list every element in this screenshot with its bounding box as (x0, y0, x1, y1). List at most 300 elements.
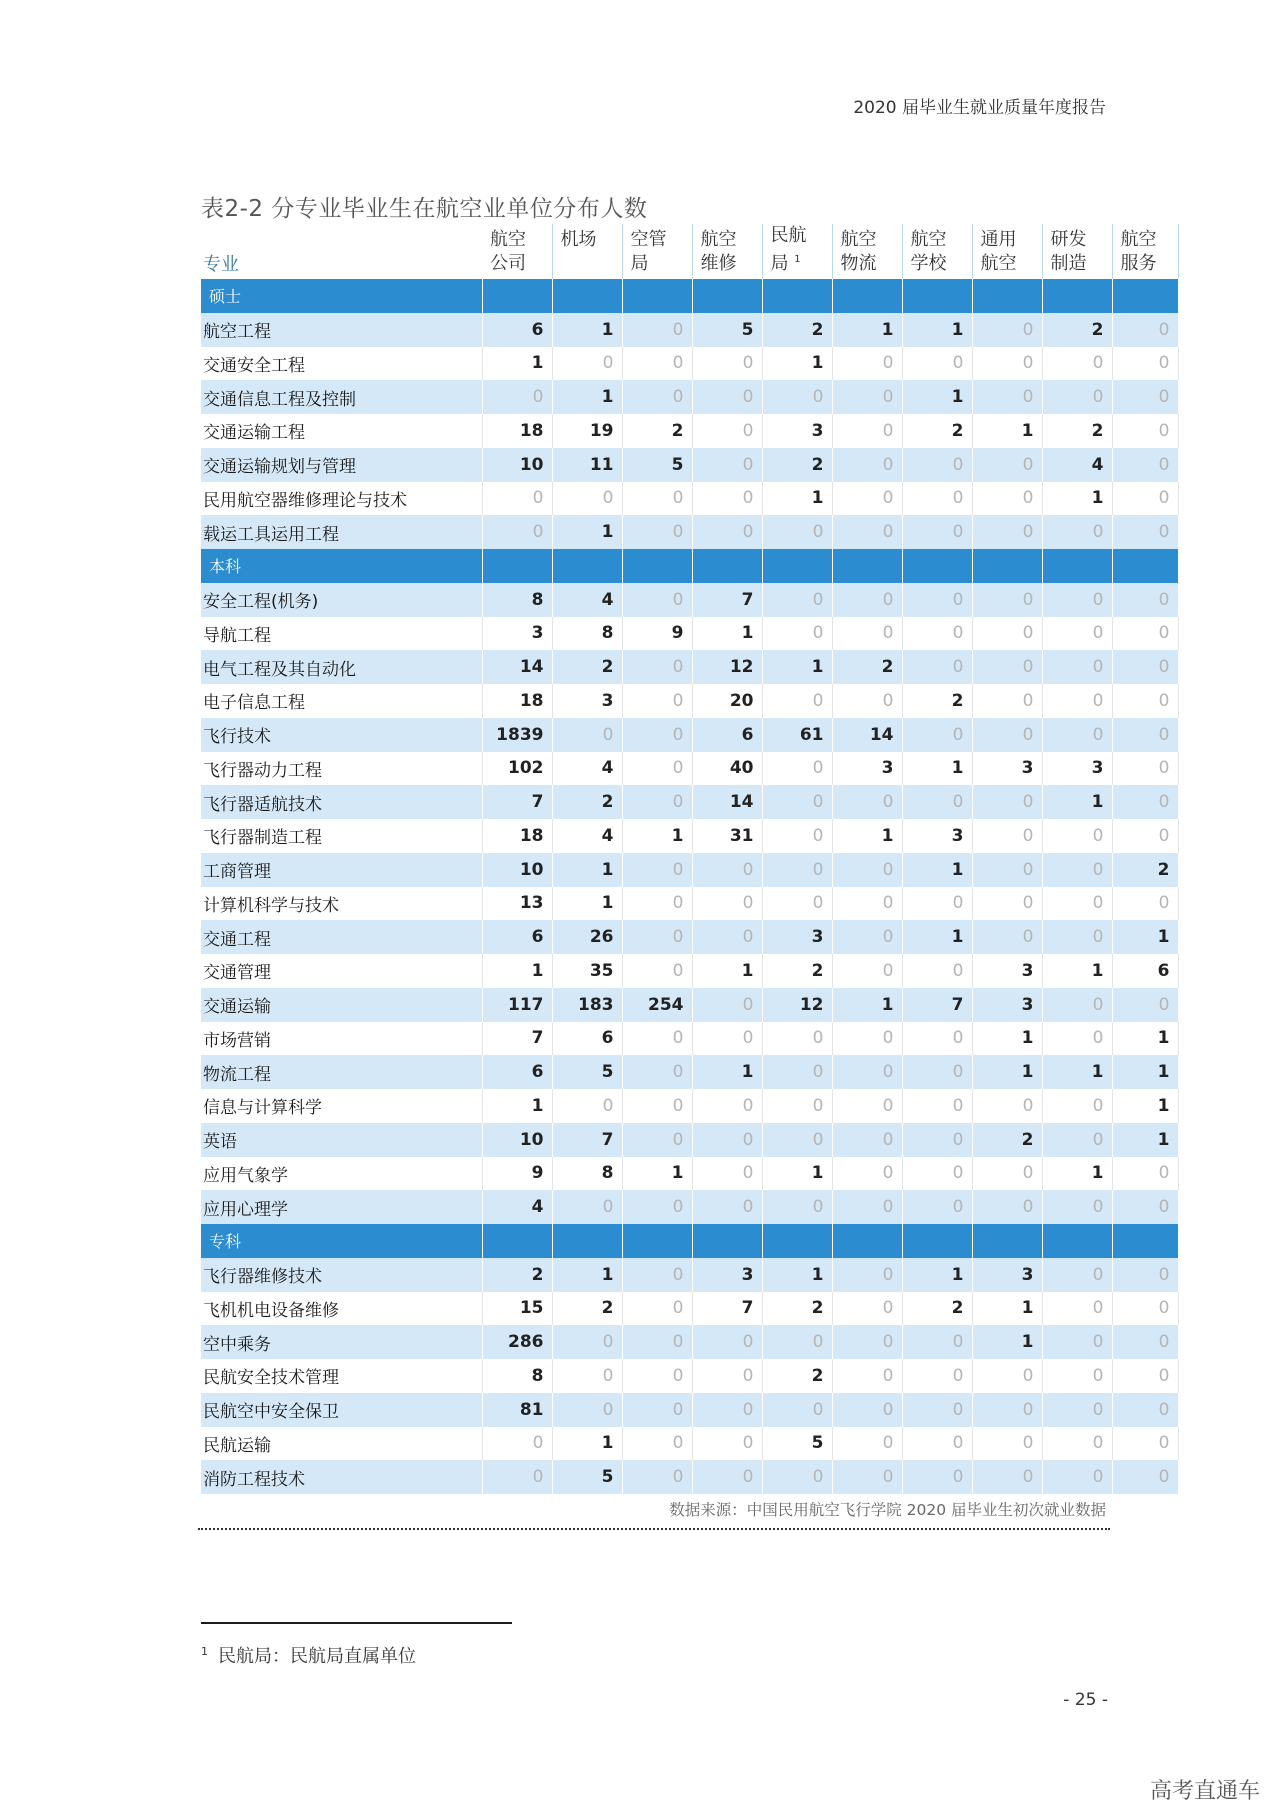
count-cell: 0 (1042, 887, 1112, 921)
count-cell: 31 (692, 819, 762, 853)
count-cell: 0 (902, 482, 972, 516)
count-cell: 3 (972, 954, 1042, 988)
count-cell: 0 (1112, 347, 1178, 381)
section-bar-cell (622, 279, 692, 313)
count-cell: 0 (1042, 1022, 1112, 1056)
count-cell: 2 (902, 684, 972, 718)
table-row (201, 1292, 1178, 1326)
count-cell: 1 (902, 752, 972, 786)
section-bar-cell (622, 549, 692, 583)
count-cell: 7 (692, 1292, 762, 1326)
column-header (552, 224, 622, 279)
column-header-line2-text: 物流 (840, 253, 877, 274)
column-header-line2 (631, 252, 684, 276)
count-cell: 9 (482, 1157, 552, 1191)
count-cell: 0 (762, 583, 832, 617)
count-cell: 3 (1042, 752, 1112, 786)
count-cell: 0 (692, 1393, 762, 1427)
count-cell: 1 (1042, 954, 1112, 988)
footnote-text: 民航局：民航局直属单位 (218, 1646, 416, 1667)
count-cell: 0 (902, 448, 972, 482)
count-cell: 0 (1112, 1157, 1178, 1191)
report-header-title: 2020 届毕业生就业质量年度报告 (853, 98, 1106, 118)
count-cell: 0 (902, 347, 972, 381)
count-cell: 2 (762, 954, 832, 988)
count-cell: 1 (482, 954, 552, 988)
major-name: 民航空中安全保卫 (201, 1393, 482, 1427)
count-cell: 102 (482, 752, 552, 786)
section-row (201, 549, 1178, 583)
count-cell: 254 (622, 988, 692, 1022)
major-name: 飞行器维修技术 (201, 1258, 482, 1292)
count-cell: 0 (832, 1157, 902, 1191)
table-row (201, 1157, 1178, 1191)
section-bar-cell (692, 549, 762, 583)
count-cell: 0 (972, 515, 1042, 549)
count-cell: 0 (482, 1427, 552, 1461)
column-header-line2-text: 学校 (910, 253, 947, 274)
count-cell: 0 (1112, 1359, 1178, 1393)
count-cell: 0 (1112, 1427, 1178, 1461)
count-cell: 7 (482, 1022, 552, 1056)
count-cell: 0 (1042, 988, 1112, 1022)
count-cell: 7 (552, 1123, 622, 1157)
count-cell: 1 (762, 482, 832, 516)
count-cell: 0 (972, 1427, 1042, 1461)
count-cell: 4 (552, 583, 622, 617)
table-row (201, 752, 1178, 786)
count-cell: 1 (902, 853, 972, 887)
count-cell: 0 (622, 1460, 692, 1494)
count-cell: 0 (972, 785, 1042, 819)
count-cell: 0 (1112, 650, 1178, 684)
count-cell: 0 (902, 515, 972, 549)
count-cell: 0 (762, 515, 832, 549)
count-cell: 0 (762, 1325, 832, 1359)
table-row (201, 1460, 1178, 1494)
count-cell: 0 (1112, 819, 1178, 853)
count-cell: 0 (832, 448, 902, 482)
count-cell: 0 (832, 1123, 902, 1157)
count-cell: 0 (832, 515, 902, 549)
count-cell: 0 (1042, 1325, 1112, 1359)
table-row (201, 988, 1178, 1022)
count-cell: 6 (552, 1022, 622, 1056)
section-label: 本科 (201, 549, 482, 583)
count-cell: 0 (1042, 819, 1112, 853)
count-cell: 12 (762, 988, 832, 1022)
count-cell: 0 (1112, 988, 1178, 1022)
table-row (201, 1359, 1178, 1393)
count-cell: 0 (972, 1393, 1042, 1427)
major-name: 交通安全工程 (201, 347, 482, 381)
count-cell: 14 (692, 785, 762, 819)
count-cell: 1 (552, 853, 622, 887)
column-header-line2 (771, 248, 824, 276)
count-cell: 26 (552, 920, 622, 954)
count-cell: 61 (762, 718, 832, 752)
count-cell: 0 (1042, 718, 1112, 752)
count-cell: 1 (972, 1325, 1042, 1359)
count-cell: 0 (1112, 380, 1178, 414)
column-header-line2 (1121, 252, 1170, 276)
count-cell: 117 (482, 988, 552, 1022)
count-cell: 0 (622, 313, 692, 347)
count-cell: 0 (972, 583, 1042, 617)
count-cell: 0 (832, 1292, 902, 1326)
count-cell: 0 (902, 1427, 972, 1461)
count-cell: 10 (482, 448, 552, 482)
section-bar-cell (832, 549, 902, 583)
count-cell: 0 (1112, 785, 1178, 819)
count-cell: 2 (552, 650, 622, 684)
major-name: 英语 (201, 1123, 482, 1157)
count-cell: 5 (762, 1427, 832, 1461)
section-bar-cell (902, 279, 972, 313)
major-name: 民航运输 (201, 1427, 482, 1461)
count-cell: 9 (622, 617, 692, 651)
count-cell: 1 (552, 380, 622, 414)
count-cell: 0 (832, 887, 902, 921)
table-row (201, 1123, 1178, 1157)
count-cell: 0 (762, 1190, 832, 1224)
count-cell: 0 (1112, 583, 1178, 617)
count-cell: 0 (622, 1258, 692, 1292)
count-cell: 0 (1112, 1190, 1178, 1224)
count-cell: 1 (1112, 1123, 1178, 1157)
count-cell: 0 (1112, 752, 1178, 786)
column-header-line1: 民航 (770, 225, 807, 246)
count-cell: 6 (1112, 954, 1178, 988)
count-cell: 0 (902, 650, 972, 684)
count-cell: 183 (552, 988, 622, 1022)
count-cell: 0 (552, 1359, 622, 1393)
major-name: 应用气象学 (201, 1157, 482, 1191)
distribution-table (201, 224, 1179, 1494)
count-cell: 3 (972, 988, 1042, 1022)
count-cell: 0 (1042, 1258, 1112, 1292)
count-cell: 3 (902, 819, 972, 853)
count-cell: 0 (1042, 1427, 1112, 1461)
count-cell: 0 (762, 1460, 832, 1494)
count-cell: 0 (832, 583, 902, 617)
count-cell: 0 (902, 718, 972, 752)
count-cell: 20 (692, 684, 762, 718)
count-cell: 0 (622, 718, 692, 752)
column-header-line2-text: 航空 (980, 253, 1017, 274)
count-cell: 2 (972, 1123, 1042, 1157)
column-header-line1: 航空 (700, 229, 737, 250)
count-cell: 2 (552, 1292, 622, 1326)
count-cell: 0 (1042, 1190, 1112, 1224)
count-cell: 0 (902, 1359, 972, 1393)
count-cell: 6 (482, 920, 552, 954)
column-header-line2-text: 维修 (700, 253, 737, 274)
data-source-note: 数据来源：中国民用航空飞行学院 2020 届毕业生初次就业数据 (669, 1501, 1106, 1519)
count-cell: 0 (692, 853, 762, 887)
count-cell: 15 (482, 1292, 552, 1326)
count-cell: 1 (1112, 920, 1178, 954)
column-header-line2-text: 公司 (490, 253, 526, 274)
count-cell: 6 (482, 1055, 552, 1089)
column-header-line1: 航空 (910, 229, 947, 250)
count-cell: 0 (1042, 583, 1112, 617)
count-cell: 0 (902, 1123, 972, 1157)
table-row (201, 515, 1178, 549)
section-label: 硕士 (201, 279, 482, 313)
section-bar-cell (832, 1224, 902, 1258)
count-cell: 0 (1112, 448, 1178, 482)
count-cell: 1 (552, 1258, 622, 1292)
count-cell: 0 (692, 1460, 762, 1494)
column-header (692, 224, 762, 279)
count-cell: 0 (832, 380, 902, 414)
count-cell: 1 (1112, 1055, 1178, 1089)
count-cell: 0 (1112, 1460, 1178, 1494)
count-cell: 0 (832, 1460, 902, 1494)
count-cell: 2 (552, 785, 622, 819)
table-row (201, 718, 1178, 752)
count-cell: 0 (832, 1359, 902, 1393)
count-cell: 7 (692, 583, 762, 617)
count-cell: 0 (1042, 515, 1112, 549)
column-header (972, 224, 1042, 279)
count-cell: 40 (692, 752, 762, 786)
count-cell: 1 (1112, 1089, 1178, 1123)
count-cell: 0 (622, 887, 692, 921)
count-cell: 0 (762, 853, 832, 887)
count-cell: 0 (762, 785, 832, 819)
count-cell: 1 (972, 414, 1042, 448)
count-cell: 0 (972, 1460, 1042, 1494)
count-cell: 19 (552, 414, 622, 448)
major-name: 物流工程 (201, 1055, 482, 1089)
count-cell: 1 (552, 313, 622, 347)
count-cell: 0 (692, 1427, 762, 1461)
column-header-line2 (490, 252, 544, 276)
table-row (201, 1055, 1178, 1089)
table-row (201, 1190, 1178, 1224)
count-cell: 0 (622, 583, 692, 617)
footnote (201, 1642, 416, 1668)
count-cell: 0 (692, 347, 762, 381)
count-cell: 4 (552, 752, 622, 786)
count-cell: 0 (692, 1089, 762, 1123)
section-bar-cell (1112, 549, 1178, 583)
count-cell: 0 (762, 380, 832, 414)
column-header (902, 224, 972, 279)
count-cell: 0 (692, 1359, 762, 1393)
count-cell: 0 (1042, 1460, 1112, 1494)
count-cell: 5 (552, 1460, 622, 1494)
count-cell: 1 (762, 650, 832, 684)
count-cell: 0 (1042, 650, 1112, 684)
count-cell: 0 (832, 1022, 902, 1056)
section-bar-cell (902, 1224, 972, 1258)
table-body (201, 279, 1178, 1494)
major-name: 交通工程 (201, 920, 482, 954)
count-cell: 0 (972, 718, 1042, 752)
count-cell: 0 (832, 1258, 902, 1292)
major-name: 电气工程及其自动化 (201, 650, 482, 684)
count-cell: 0 (552, 1190, 622, 1224)
count-cell: 2 (622, 414, 692, 448)
section-bar-cell (1042, 279, 1112, 313)
column-header-line2 (981, 252, 1034, 276)
count-cell: 3 (762, 920, 832, 954)
count-cell: 2 (902, 1292, 972, 1326)
count-cell: 0 (972, 617, 1042, 651)
count-cell: 10 (482, 1123, 552, 1157)
count-cell: 18 (482, 684, 552, 718)
count-cell: 2 (1042, 313, 1112, 347)
count-cell: 0 (1112, 1393, 1178, 1427)
count-cell: 0 (552, 1089, 622, 1123)
count-cell: 0 (692, 448, 762, 482)
column-header-line1: 机场 (560, 229, 597, 250)
table-row (201, 650, 1178, 684)
count-cell: 0 (762, 1055, 832, 1089)
major-name: 市场营销 (201, 1022, 482, 1056)
count-cell: 0 (972, 448, 1042, 482)
major-name: 交通信息工程及控制 (201, 380, 482, 414)
count-cell: 0 (972, 1089, 1042, 1123)
page-number: - 25 - (1063, 1690, 1108, 1710)
count-cell: 1 (482, 347, 552, 381)
count-cell: 0 (902, 954, 972, 988)
column-header (832, 224, 902, 279)
count-cell: 0 (482, 380, 552, 414)
count-cell: 0 (832, 1055, 902, 1089)
major-name: 飞行器动力工程 (201, 752, 482, 786)
column-header-line2-text: 制造 (1050, 253, 1087, 274)
count-cell: 7 (902, 988, 972, 1022)
section-bar-cell (832, 279, 902, 313)
count-cell: 3 (552, 684, 622, 718)
count-cell: 0 (1042, 684, 1112, 718)
major-name: 飞行器制造工程 (201, 819, 482, 853)
count-cell: 0 (622, 1022, 692, 1056)
count-cell: 0 (1112, 313, 1178, 347)
section-bar-cell (762, 549, 832, 583)
table-row (201, 617, 1178, 651)
table-row (201, 1393, 1178, 1427)
column-header-line2 (841, 252, 894, 276)
count-cell: 1 (832, 819, 902, 853)
count-cell: 10 (482, 853, 552, 887)
count-cell: 5 (552, 1055, 622, 1089)
count-cell: 0 (902, 1190, 972, 1224)
table-row (201, 1427, 1178, 1461)
count-cell: 12 (692, 650, 762, 684)
count-cell: 0 (622, 1089, 692, 1123)
count-cell: 1 (622, 819, 692, 853)
count-cell: 0 (552, 347, 622, 381)
count-cell: 0 (1042, 1123, 1112, 1157)
count-cell: 0 (972, 684, 1042, 718)
count-cell: 2 (762, 1292, 832, 1326)
count-cell: 35 (552, 954, 622, 988)
major-name: 安全工程(机务) (201, 583, 482, 617)
section-bar-cell (622, 1224, 692, 1258)
count-cell: 0 (622, 380, 692, 414)
table-row (201, 1258, 1178, 1292)
count-cell: 0 (1112, 1325, 1178, 1359)
table-row (201, 583, 1178, 617)
count-cell: 0 (1042, 853, 1112, 887)
count-cell: 13 (482, 887, 552, 921)
count-cell: 4 (552, 819, 622, 853)
major-name: 交通运输规划与管理 (201, 448, 482, 482)
count-cell: 0 (1112, 718, 1178, 752)
count-cell: 0 (622, 752, 692, 786)
count-cell: 0 (622, 785, 692, 819)
section-bar-cell (1042, 1224, 1112, 1258)
table-row (201, 785, 1178, 819)
table-row (201, 1325, 1178, 1359)
column-header-line1: 航空 (1120, 229, 1157, 250)
section-row (201, 1224, 1178, 1258)
count-cell: 0 (972, 819, 1042, 853)
column-header-line1: 通用 (980, 229, 1017, 250)
count-cell: 1 (762, 347, 832, 381)
major-name: 交通运输 (201, 988, 482, 1022)
count-cell: 8 (482, 1359, 552, 1393)
section-bar-cell (552, 279, 622, 313)
major-name: 交通管理 (201, 954, 482, 988)
count-cell: 18 (482, 819, 552, 853)
count-cell: 0 (482, 482, 552, 516)
section-bar-cell (552, 1224, 622, 1258)
count-cell: 0 (552, 1325, 622, 1359)
count-cell: 1 (902, 1258, 972, 1292)
column-header (762, 224, 832, 279)
count-cell: 1 (482, 1089, 552, 1123)
column-header (482, 224, 552, 279)
count-cell: 0 (692, 515, 762, 549)
count-cell: 0 (692, 1123, 762, 1157)
table-row (201, 1089, 1178, 1123)
count-cell: 0 (832, 414, 902, 448)
section-bar-cell (762, 1224, 832, 1258)
count-cell: 1 (832, 313, 902, 347)
count-cell: 0 (972, 482, 1042, 516)
section-bar-cell (1112, 279, 1178, 313)
table-row (201, 380, 1178, 414)
count-cell: 2 (902, 414, 972, 448)
count-cell: 0 (832, 954, 902, 988)
count-cell: 0 (832, 347, 902, 381)
count-cell: 0 (1112, 515, 1178, 549)
count-cell: 0 (762, 617, 832, 651)
major-name: 飞机机电设备维修 (201, 1292, 482, 1326)
major-name: 信息与计算科学 (201, 1089, 482, 1123)
column-header-line2-text: 服务 (1120, 253, 1157, 274)
count-cell: 81 (482, 1393, 552, 1427)
count-cell: 0 (832, 684, 902, 718)
count-cell: 3 (692, 1258, 762, 1292)
count-cell: 0 (1112, 1292, 1178, 1326)
count-cell: 0 (762, 1393, 832, 1427)
count-cell: 1 (762, 1258, 832, 1292)
count-cell: 0 (832, 482, 902, 516)
count-cell: 1 (972, 1022, 1042, 1056)
count-cell: 3 (972, 1258, 1042, 1292)
count-cell: 5 (622, 448, 692, 482)
major-name: 空中乘务 (201, 1325, 482, 1359)
count-cell: 0 (902, 617, 972, 651)
count-cell: 0 (972, 920, 1042, 954)
